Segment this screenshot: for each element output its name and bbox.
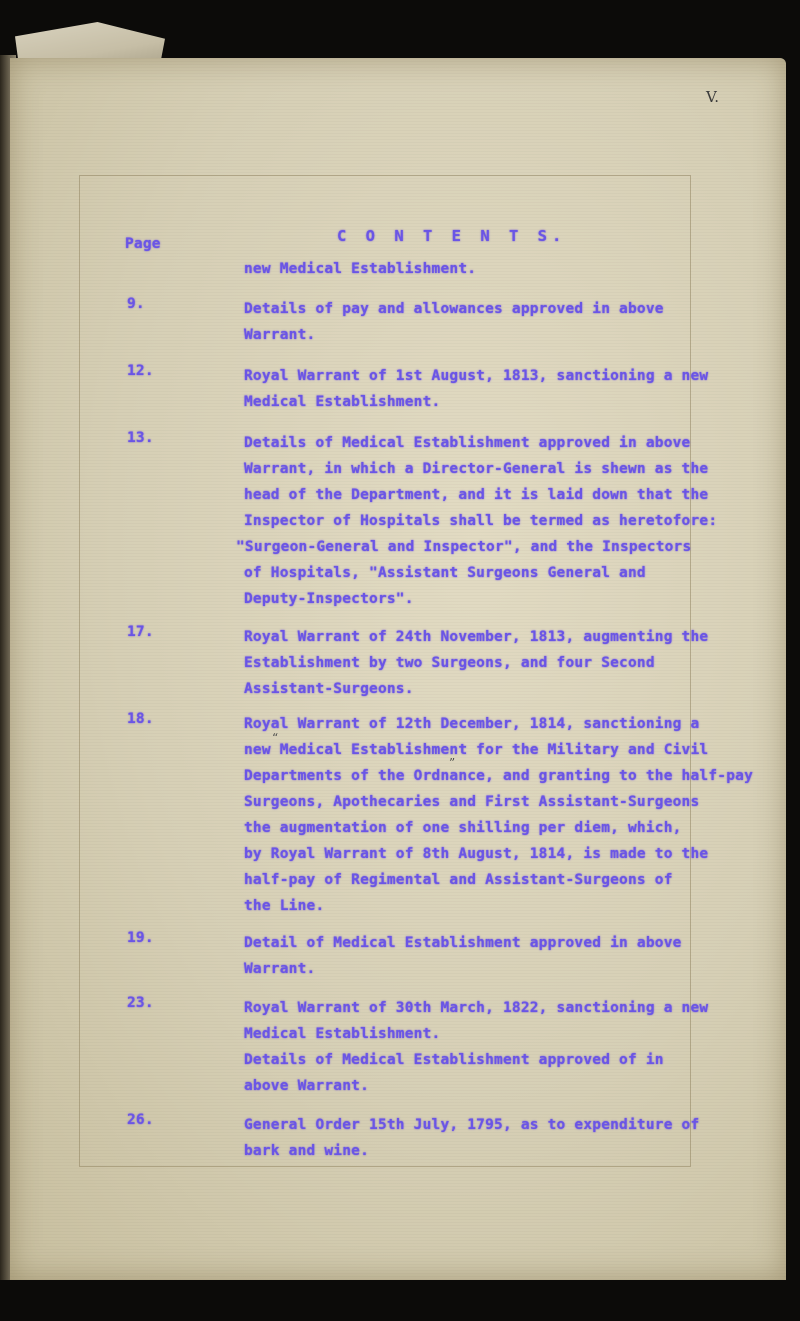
entry-line: Inspector of Hospitals shall be termed as heretofore: (244, 513, 718, 529)
handwritten-quote-mark: ” (449, 756, 456, 770)
entry-page-number: 18. (127, 711, 154, 727)
entry-line: Royal Warrant of 30th March, 1822, sanctioning a new (244, 1000, 709, 1016)
entry-line: Medical Establishment. (244, 394, 441, 410)
entry-line: Surgeons, Apothecaries and First Assistant-Surgeons (244, 794, 700, 810)
entry-line: Royal Warrant of 1st August, 1813, sanctioning a new (244, 368, 709, 384)
entry-line: Departments of the Ordnance, and granting to the half-pay (244, 768, 753, 784)
entry-line: of Hospitals, "Assistant Surgeons General and (244, 565, 646, 581)
entry-line: half-pay of Regimental and Assistant-Surgeons of (244, 872, 673, 888)
entry-line: Deputy-Inspectors". (244, 591, 414, 607)
entry-line: Details of Medical Establishment approved in above (244, 435, 691, 451)
entry-line: new Medical Establishment. (244, 261, 477, 277)
entry-page-number: 13. (127, 430, 154, 446)
entry-line: Details of Medical Establishment approved of in (244, 1052, 664, 1068)
entry-line: Warrant. (244, 327, 316, 343)
page-column-label: Page (125, 236, 161, 252)
folio-number: V. (706, 88, 719, 106)
entry-line: head of the Department, and it is laid down that the (244, 487, 709, 503)
entry-page-number: 26. (127, 1112, 154, 1128)
entry-line: Assistant-Surgeons. (244, 681, 414, 697)
entry-line: Warrant. (244, 961, 316, 977)
entry-line: above Warrant. (244, 1078, 370, 1094)
entry-line: Royal Warrant of 12th December, 1814, sanctioning a (244, 716, 700, 732)
entry-line: bark and wine. (244, 1143, 370, 1159)
entry-page-number: 9. (127, 296, 145, 312)
entry-line: Royal Warrant of 24th November, 1813, augmenting the (244, 629, 709, 645)
entry-page-number: 17. (127, 624, 154, 640)
entry-line: the augmentation of one shilling per diem, which, (244, 820, 682, 836)
entry-line: Medical Establishment. (244, 1026, 441, 1042)
entry-line: Details of pay and allowances approved in above (244, 301, 664, 317)
entry-page-number: 23. (127, 995, 154, 1011)
entry-line: new Medical Establishment for the Military and Civil (244, 742, 709, 758)
entry-page-number: 19. (127, 930, 154, 946)
entry-line: "Surgeon-General and Inspector", and the Inspectors (236, 539, 692, 555)
contents-heading: C O N T E N T S. (337, 227, 567, 245)
entry-line: by Royal Warrant of 8th August, 1814, is made to the (244, 846, 709, 862)
entry-line: the Line. (244, 898, 325, 914)
entry-line: General Order 15th July, 1795, as to expenditure of (244, 1117, 700, 1133)
entry-page-number: 12. (127, 363, 154, 379)
entry-line: Establishment by two Surgeons, and four Second (244, 655, 655, 671)
handwritten-quote-mark: “ (272, 731, 279, 745)
entry-line: Detail of Medical Establishment approved in above (244, 935, 682, 951)
entry-line: Warrant, in which a Director-General is shewn as the (244, 461, 709, 477)
